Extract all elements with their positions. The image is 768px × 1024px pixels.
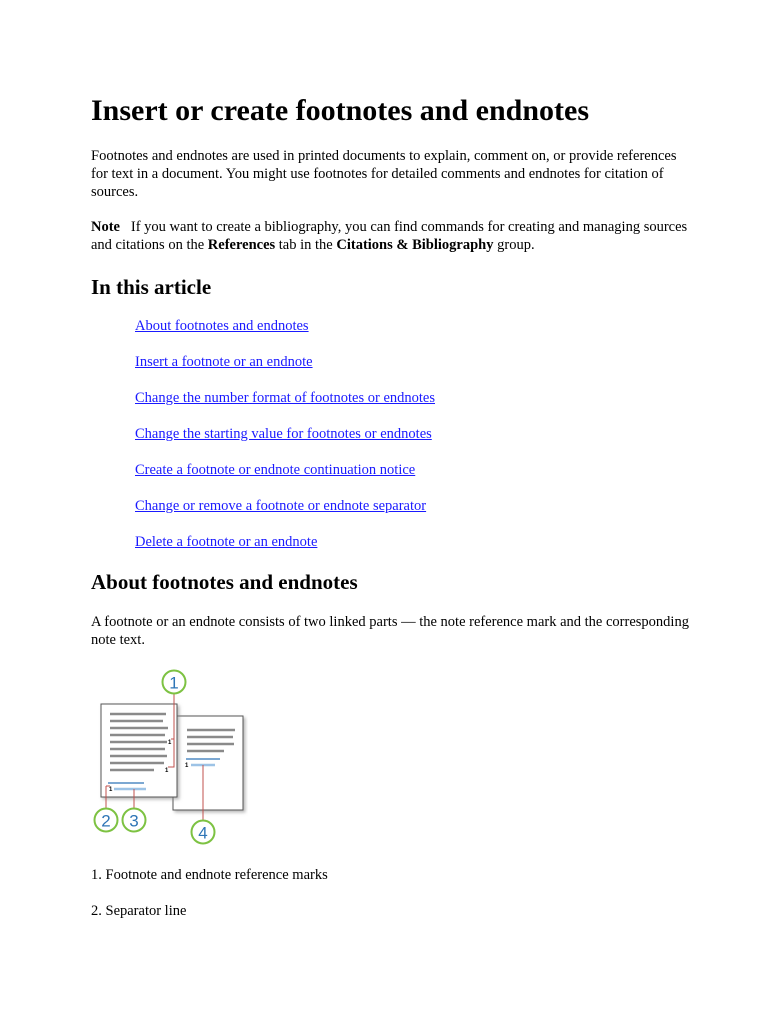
toc-link-about[interactable]: About footnotes and endnotes [135, 318, 309, 334]
note-text-after: group. [493, 237, 535, 253]
endnote-reference-mark: 1 [165, 768, 169, 774]
toc-link-delete[interactable]: Delete a footnote or an endnote [135, 534, 318, 550]
toc-link-separator[interactable]: Change or remove a footnote or endnote separator [135, 498, 427, 514]
note-text-middle: tab in the [275, 237, 337, 253]
note-label: Note [91, 219, 120, 235]
footnote-number: 1 [109, 787, 113, 793]
toc-link-starting-value[interactable]: Change the starting value for footnotes or endnotes [135, 426, 432, 442]
intro-paragraph: Footnotes and endnotes are used in printed documents to explain, comment on, or provide references for text in a document. You might use footnotes for detailed comments and endnotes for citation of sources. [91, 148, 677, 200]
toc-heading: In this article [91, 275, 212, 299]
toc-link-number-format[interactable]: Change the number format of footnotes or endnotes [135, 390, 435, 406]
caption-separator-line: 2. Separator line [91, 903, 187, 919]
svg-text:1: 1 [169, 673, 179, 693]
note-paragraph [91, 218, 691, 254]
note-text-before: If you want to create a bibliography, you can find commands for creating and managing sources and citations on the [91, 219, 688, 253]
callout-2 [95, 809, 118, 832]
page-title: Insert or create footnotes and endnotes [91, 94, 590, 127]
footnote-diagram [88, 664, 248, 846]
endnote-page [173, 716, 243, 810]
about-heading: About footnotes and endnotes [91, 570, 358, 594]
citations-group-name: Citations & Bibliography [336, 237, 494, 253]
toc-link-insert[interactable]: Insert a footnote or an endnote [135, 354, 313, 370]
about-paragraph: A footnote or an endnote consists of two linked parts — the note reference mark and the corresponding note text. [91, 614, 689, 648]
callout-1 [163, 671, 186, 694]
callout-4 [192, 821, 215, 844]
caption-reference-marks: 1. Footnote and endnote reference marks [91, 867, 328, 883]
footnote-page [101, 704, 177, 797]
svg-text:3: 3 [129, 811, 139, 831]
svg-text:2: 2 [101, 811, 111, 831]
footnote-reference-mark: 1 [168, 740, 172, 746]
svg-text:4: 4 [198, 823, 208, 843]
callout-3 [123, 809, 146, 832]
references-tab-name: References [207, 237, 276, 253]
toc-link-continuation-notice[interactable]: Create a footnote or endnote continuation notice [135, 462, 416, 478]
endnote-number: 1 [185, 763, 189, 769]
